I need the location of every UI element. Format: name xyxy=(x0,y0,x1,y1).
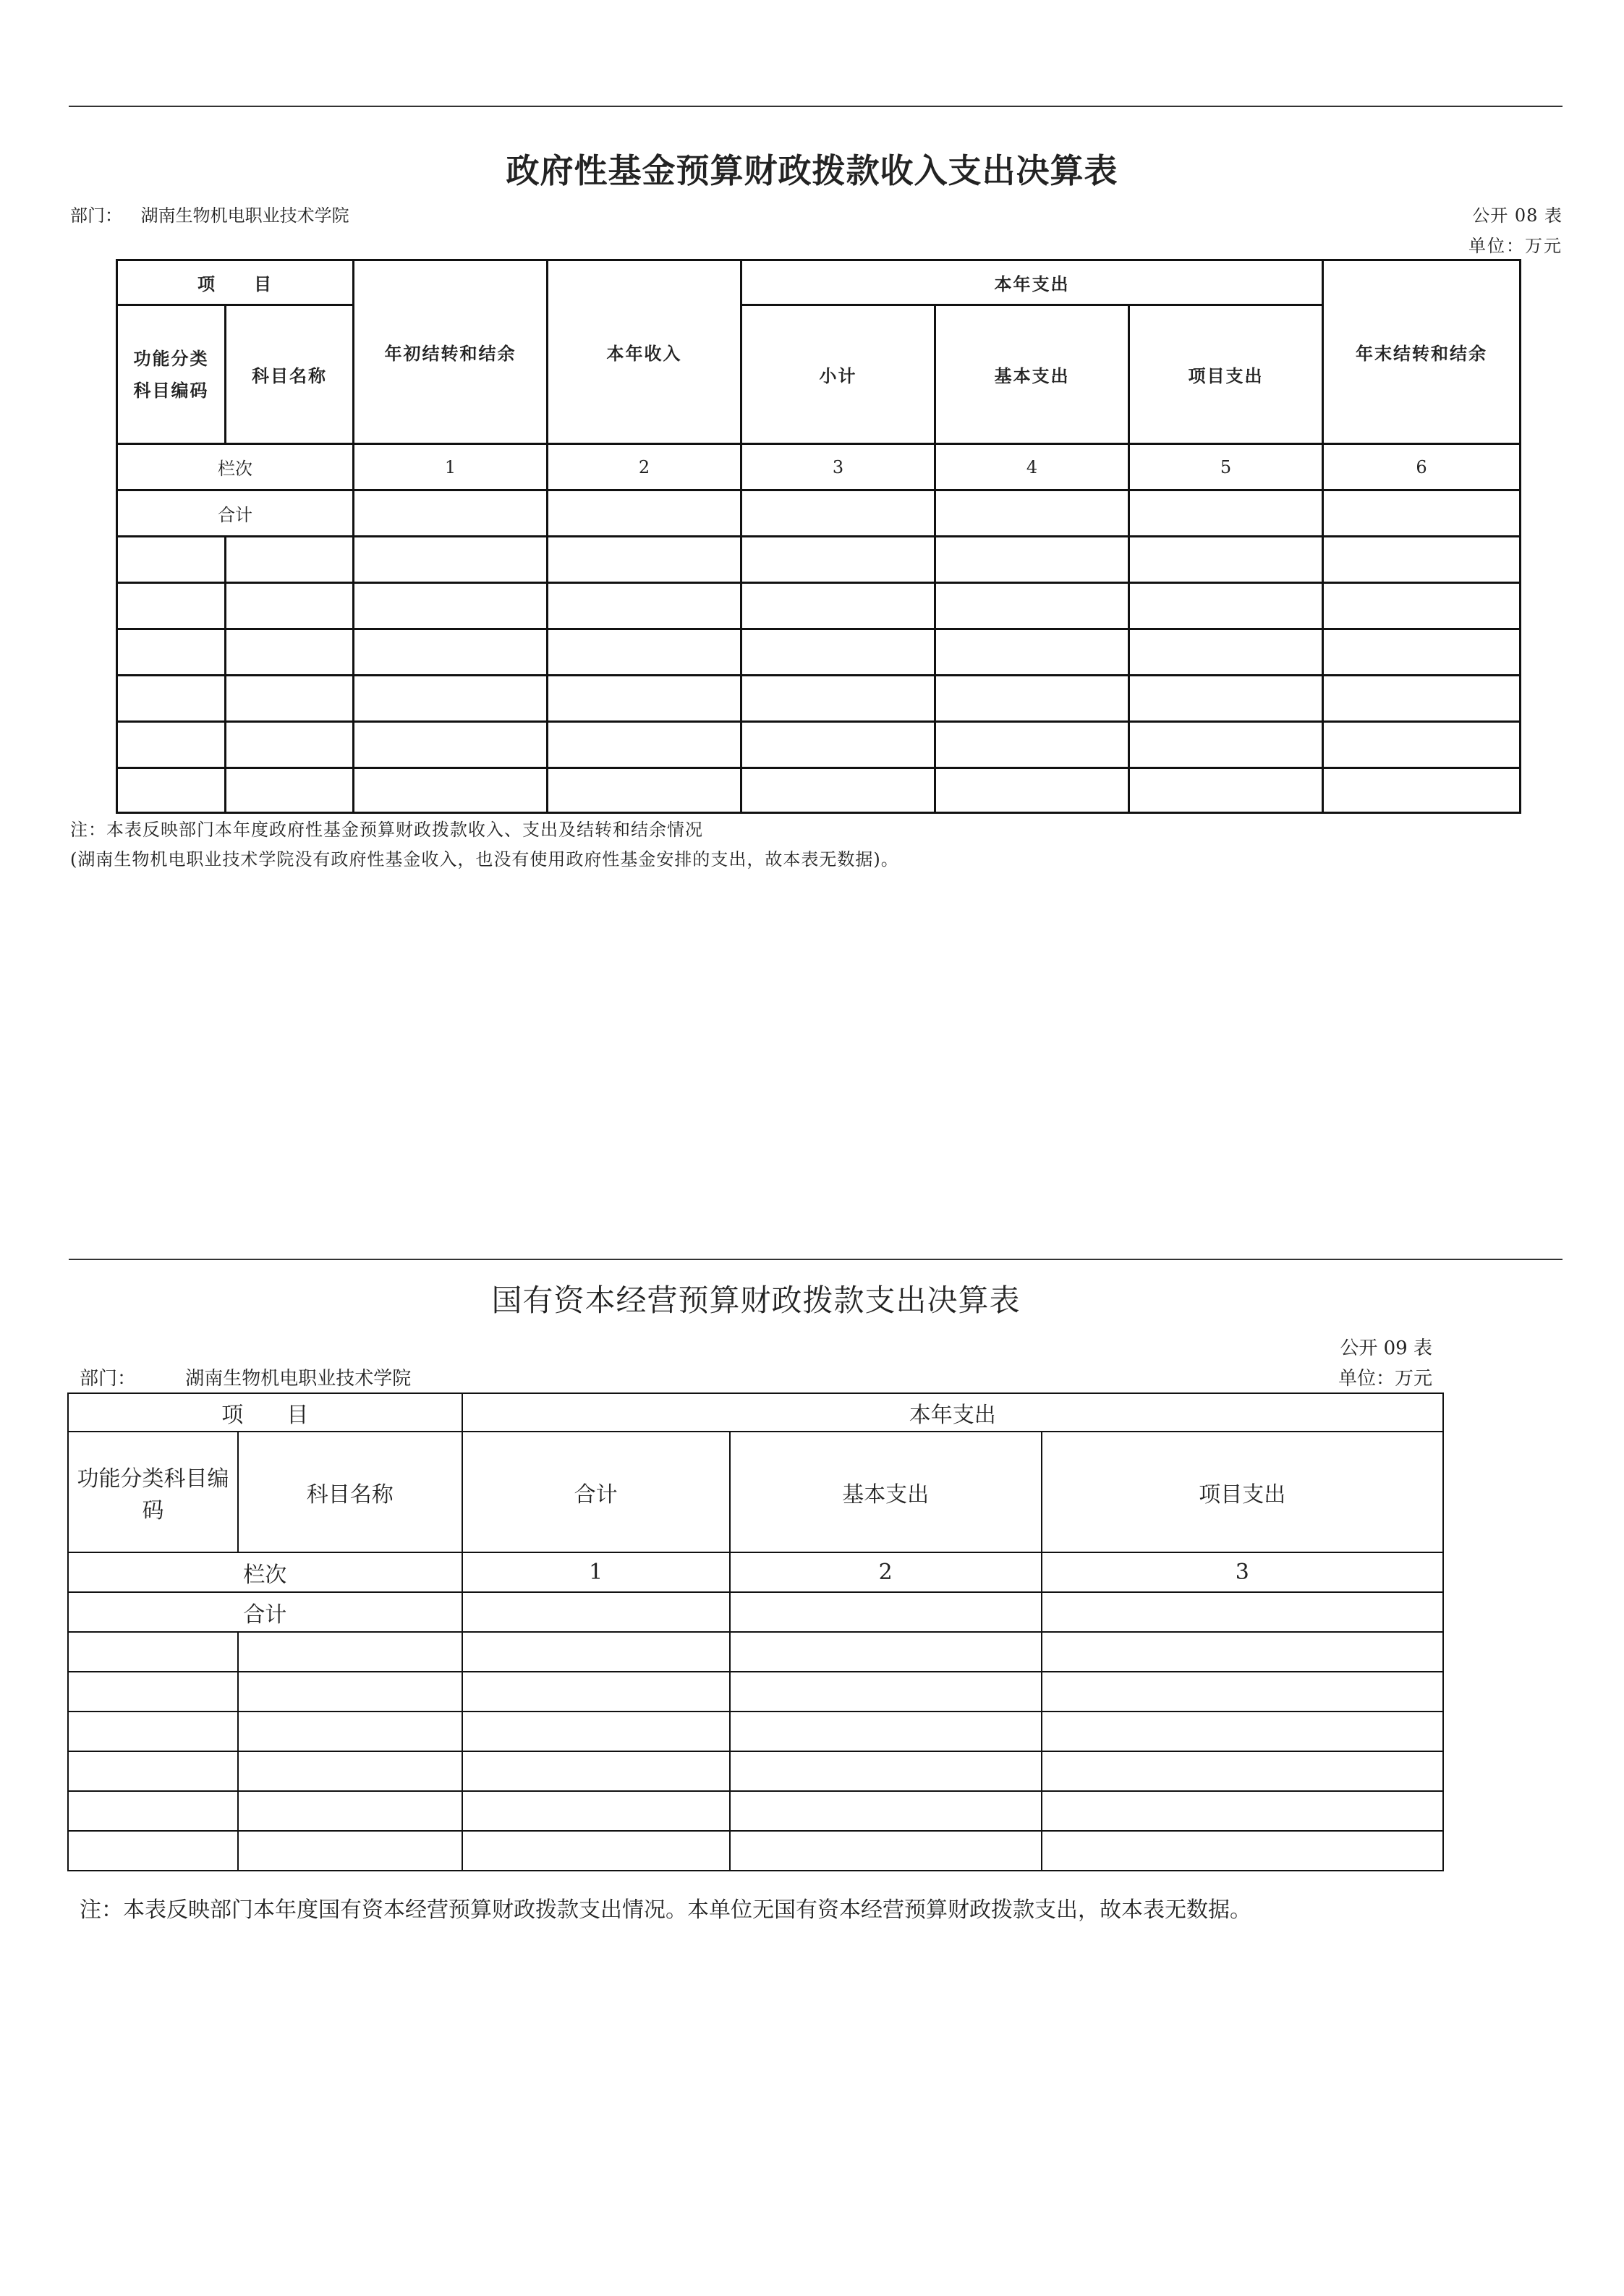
form1-unit: 单位：万元 xyxy=(1468,236,1563,256)
table-row xyxy=(117,768,1521,813)
form2-header-project: 项目支出 xyxy=(1042,1432,1443,1552)
table-cell xyxy=(1042,1592,1443,1632)
form1-title: 政府性基金预算财政拨款收入支出决算表 xyxy=(506,151,1118,190)
form1-col-number: 4 xyxy=(935,444,1129,490)
table-row xyxy=(117,537,1521,583)
form1-table xyxy=(116,259,1521,814)
table-cell xyxy=(462,1592,730,1632)
table-cell xyxy=(730,1592,1042,1632)
form2-col-number: 2 xyxy=(730,1552,1042,1592)
table-row xyxy=(117,583,1521,629)
form1-total-label: 合计 xyxy=(117,490,354,537)
form1-note-detail: (湖南生物机电职业技术学院没有政府性基金收入，也没有使用政府性基金安排的支出，故本表无数据)。 xyxy=(70,849,899,869)
form1-header-project: 项目支出 xyxy=(1129,305,1323,444)
form1-dept xyxy=(70,201,349,226)
form2-table xyxy=(67,1393,1444,1871)
top-rule xyxy=(69,106,1563,107)
form1-header-subtotal: 小计 xyxy=(741,305,935,444)
form2-dept-label: 部门： xyxy=(80,1368,137,1390)
form1-col-number: 5 xyxy=(1129,444,1323,490)
table-cell xyxy=(1129,490,1323,537)
form2-note: 注：本表反映部门本年度国有资本经营预算财政拨款支出情况。本单位无国有资本经营预算财政拨款支出，故本表无数据。 xyxy=(80,1897,1251,1923)
table-row xyxy=(68,1751,1443,1791)
form2-total-row xyxy=(68,1592,1443,1632)
form1-header-closing-balance: 年末结转和结余 xyxy=(1323,260,1521,444)
table-row xyxy=(68,1672,1443,1712)
section-rule xyxy=(69,1259,1563,1260)
table-row xyxy=(117,722,1521,768)
form1-header-item: 项 目 xyxy=(117,260,354,305)
form1-header-basic: 基本支出 xyxy=(935,305,1129,444)
form2-header-subject-name: 科目名称 xyxy=(238,1432,462,1552)
form2-col-number: 1 xyxy=(462,1552,730,1592)
form1-column-number-row xyxy=(117,444,1521,490)
form1-note: 注：本表反映部门本年度政府性基金预算财政拨款收入、支出及结转和结余情况 xyxy=(70,820,703,840)
form1-total-row xyxy=(117,490,1521,537)
form2-form-no: 公开 09 表 xyxy=(1340,1338,1432,1359)
form1-col-number: 1 xyxy=(354,444,548,490)
form2-total-label: 合计 xyxy=(68,1592,462,1632)
form2-col-number: 3 xyxy=(1042,1552,1443,1592)
table-cell xyxy=(935,490,1129,537)
table-row xyxy=(68,1831,1443,1871)
form1-row-label: 栏次 xyxy=(117,444,354,490)
form2-header-expenditure: 本年支出 xyxy=(462,1393,1443,1432)
form2-header-item: 项 目 xyxy=(68,1393,462,1432)
table-cell xyxy=(548,490,741,537)
form1-col-number: 3 xyxy=(741,444,935,490)
form2-header-basic: 基本支出 xyxy=(730,1432,1042,1552)
form1-header-subject-name: 科目名称 xyxy=(226,305,354,444)
form2-dept xyxy=(80,1364,411,1390)
table-row xyxy=(68,1712,1443,1751)
form2-column-number-row xyxy=(68,1552,1443,1592)
form2-header-func-code: 功能分类科目编码 xyxy=(68,1432,238,1552)
form2-row-label: 栏次 xyxy=(68,1552,462,1592)
form1-header-expenditure: 本年支出 xyxy=(741,260,1323,305)
table-row xyxy=(117,629,1521,676)
table-cell xyxy=(741,490,935,537)
form1-dept-name: 湖南生物机电职业技术学院 xyxy=(140,205,349,226)
form1-col-number: 6 xyxy=(1323,444,1521,490)
form2-unit: 单位：万元 xyxy=(1338,1368,1432,1390)
table-row xyxy=(117,676,1521,722)
form1-header-opening-balance: 年初结转和结余 xyxy=(354,260,548,444)
table-cell xyxy=(1323,490,1521,537)
table-cell xyxy=(354,490,548,537)
form2-dept-name: 湖南生物机电职业技术学院 xyxy=(185,1368,412,1390)
form1-dept-label: 部门： xyxy=(70,205,122,226)
table-row xyxy=(68,1791,1443,1831)
form1-col-number: 2 xyxy=(548,444,741,490)
form2-title: 国有资本经营预算财政拨款支出决算表 xyxy=(491,1283,1021,1318)
form2-header-total: 合计 xyxy=(462,1432,730,1552)
form1-header-func-code: 功能分类 科目编码 xyxy=(117,305,226,444)
form1-header-income: 本年收入 xyxy=(548,260,741,444)
form1-form-no: 公开 08 表 xyxy=(1472,205,1563,226)
table-row xyxy=(68,1632,1443,1672)
